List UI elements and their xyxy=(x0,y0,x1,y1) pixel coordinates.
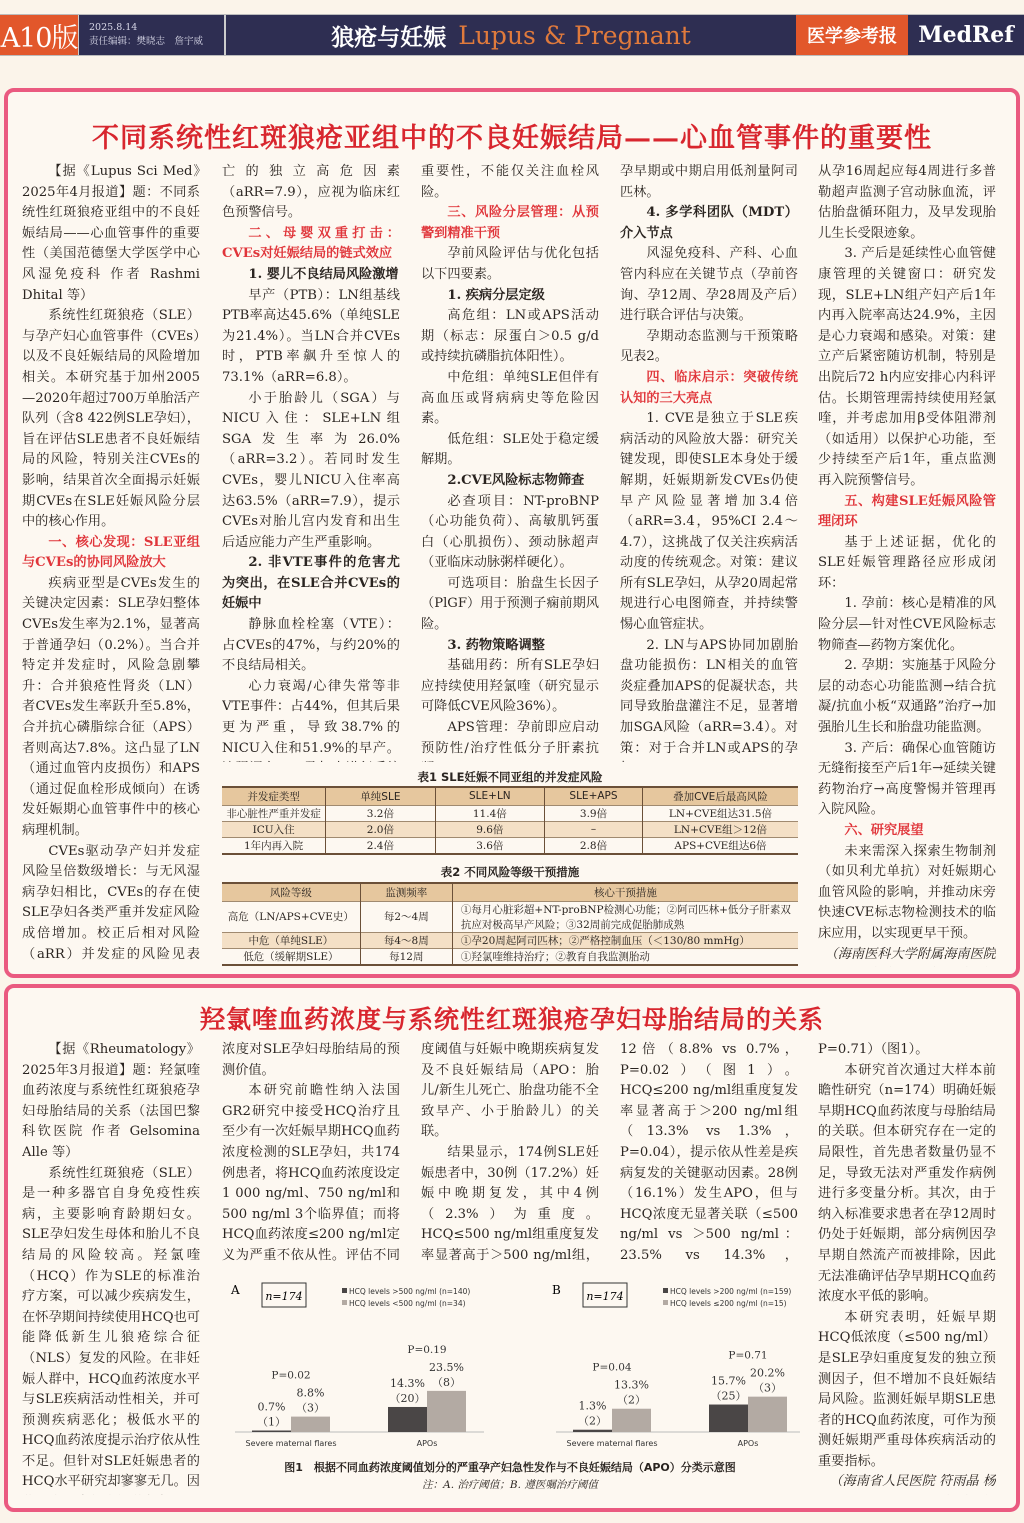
page-header xyxy=(0,14,1024,56)
bar-value-label: 14.3% xyxy=(390,1376,425,1390)
table-cell: 1年内再入院 xyxy=(222,837,326,854)
paragraph: 3. 产后：确保心血管随访无缝衔接至产后1年→延续关键药物治疗→高度警惕并管理再入院风险。 xyxy=(818,740,996,818)
table-cell: LN+CVE组达31.5倍 xyxy=(642,805,798,821)
column-header: 并发症类型 xyxy=(222,787,326,805)
table-cell: 中危（单纯SLE） xyxy=(222,932,360,948)
p-value-label: P=0.02 xyxy=(271,1369,311,1382)
paragraph: 浓度对SLE孕妇母胎结局的预测价值。 xyxy=(222,1042,400,1078)
article1-column-2 xyxy=(222,162,400,762)
category-label: Severe maternal flares xyxy=(245,1439,337,1448)
paragraph: 静脉血栓栓塞（VTE）：占CVEs的47%，与约20%的不良结局相关。 xyxy=(222,617,400,674)
paragraph: 系统性红斑狼疮（SLE）与孕产妇心血管事件（CVEs）以及不良妊娠结局的风险增加相关。本研究基于加州2005—2020年超过700万单胎活产队列（含8 422例SLE孕妇），旨在评估SLE患者不良妊娠结局的风险，特别关注CVEs的影响，结果首次全面揭示妊娠期CVEs在SLE妊娠风险分层中的核心作用。 xyxy=(22,308,200,530)
column-header: SLE+LN xyxy=(435,787,544,805)
legend-entry: HCQ levels >500 ng/ml (n=140) xyxy=(349,1287,471,1296)
column-header: 叠加CVE后最高风险 xyxy=(642,787,798,805)
paragraph: 从孕16周起应每4周进行多普勒超声监测子宫动脉血流，评估胎盘循环阻力，及早发现胎儿生长受限迹象。 xyxy=(818,164,996,241)
table-cell: 3.9倍 xyxy=(545,805,643,821)
editors: 责任编辑：樊晓志 詹宇威 xyxy=(89,36,204,47)
bar-count-label: （3） xyxy=(753,1381,782,1395)
table-cell: ICU入住 xyxy=(222,821,326,837)
paragraph: 高危组：LN或APS活动期（标志：尿蛋白＞0.5 g/d或持续抗磷脂抗体阳性）。 xyxy=(421,308,599,365)
figure-caption: 图1 根据不同血药浓度阈值划分的严重孕产妇急性发作与不良妊娠结局（APO）分类示意图 xyxy=(284,1461,736,1474)
table-1-title: 表1 SLE妊娠不同亚组的并发症风险 xyxy=(417,770,603,784)
bar-count-label: （2） xyxy=(578,1414,607,1428)
table-cell: APS+CVE组达6倍 xyxy=(642,837,798,854)
article2-column-1 xyxy=(22,1040,200,1495)
table-row xyxy=(222,821,798,837)
legend-entry: HCQ levels <500 ng/ml (n=34) xyxy=(349,1299,466,1308)
paragraph: 未来需深入探索生物制剂（如贝利尤单抗）对妊娠期心血管风险的影响，并推动床旁快速CVE标志物检测技术的临床应用，以实现更早干预。 xyxy=(818,843,996,941)
bar-value-label: 15.7% xyxy=(711,1374,746,1388)
article2-column-2 xyxy=(222,1040,400,1266)
paragraph: 本研究首次通过大样本前瞻性研究（n=174）明确妊娠早期HCQ血药浓度与母胎结局的关联。但本研究存在一定的局限性，首先患者数量仍显不足，导致无法对严重发作病例进行多变量分析。其次，由于纳入标准要求患者在孕12周时仍处于妊娠期，部分病例因孕早期自然流产而被排除，因此无法准确评估孕早期HCQ血药浓度水平低的影响。 xyxy=(818,1062,996,1305)
paragraph: 2. LN与APS协同加剧胎盘功能损伤：LN相关的血管炎症叠加APS的促凝状态，共同导致胎盘灌注不足，显著增加SGA风险（aRR=3.4）。对策：对于合并LN或APS的孕 xyxy=(620,637,798,756)
paragraph: 结果显示，174例SLE妊娠患者中，30例（17.2%）妊娠中晚期复发，其中4例（2.3%）为重度。HCQ≤500 ng/ml组重度复发率显著高于＞500 ng/ml组， xyxy=(421,1144,599,1263)
table-cell: 每2～4周 xyxy=(360,901,452,932)
bar-value-label: 20.2% xyxy=(750,1366,785,1380)
paragraph: 【据《Lupus Sci Med》2025年4月报道】题：不同系统性红斑狼疮亚组中的不良妊娠结局——心血管事件的重要性（美国范德堡大学医学中心风湿免疫科 作者 Rashmi Dhital 等） xyxy=(22,164,200,303)
table-cell: ①孕20周起阿司匹林；②严格控制血压（＜130/80 mmHg） xyxy=(452,932,798,948)
table-cell: 每4～8周 xyxy=(360,932,452,948)
bar-count-label: （8） xyxy=(432,1375,461,1389)
brand-cn: 医学参考报 xyxy=(796,15,908,55)
bar xyxy=(388,1407,427,1432)
table-cell: 3.6倍 xyxy=(435,837,544,854)
bar xyxy=(748,1397,787,1432)
bar-value-label: 1.3% xyxy=(578,1399,607,1413)
paragraph: 本研究前瞻性纳入法国GR2研究中接受HCQ治疗且至少有一次妊娠早期HCQ血药浓度检测的SLE孕妇，共174例患者，将HCQ血药浓度设定1 000 ng/ml、750 ng/ml和500 ng/ml 3个临界值；而将HCQ血药浓度≤200 ng/ml定义为严重不依从性。评估不同 xyxy=(222,1083,400,1263)
paragraph: 孕早期或中期启用低剂量阿司匹林。 xyxy=(620,164,798,200)
bar-count-label: （25） xyxy=(710,1389,747,1403)
table-cell: 2.4倍 xyxy=(326,837,435,854)
bar-value-label: 13.3% xyxy=(614,1378,649,1392)
legend-swatch xyxy=(342,1300,347,1305)
sub-heading: 1. 婴儿不良结局风险激增 xyxy=(248,266,399,282)
paragraph: 基于上述证据，优化的SLE妊娠管理路径应形成闭环： xyxy=(818,534,996,591)
column-header: 单纯SLE xyxy=(326,787,435,805)
paragraph: 度阈值与妊娠中晚期疾病复发及不良妊娠结局（APO：胎儿/新生儿死亡、胎盘功能不全致早产、小于胎龄儿）的关联。 xyxy=(421,1042,599,1140)
category-label: APOs xyxy=(416,1439,438,1448)
paragraph: 孕前风险评估与优化包括以下四要素。 xyxy=(421,246,599,282)
paragraph: 本研究表明，妊娠早期HCQ低浓度（≤500 ng/ml）是SLE孕妇重度复发的独立预测因子，但不增加不良妊娠结局风险。监测妊娠早期SLE患者的HCQ血药浓度，可作为预测妊娠期严重母体疾病活动的重要指标。 xyxy=(818,1309,996,1469)
paragraph: 亡的独立高危因素（aRR=7.9），应视为临床红色预警信号。 xyxy=(222,164,400,221)
bar xyxy=(573,1430,612,1432)
sub-heading: 3. 药物策略调整 xyxy=(447,637,545,653)
bar xyxy=(709,1405,748,1432)
edition-label: A10版 xyxy=(0,15,78,55)
article2-column-3 xyxy=(421,1040,599,1266)
section-title-cn: 狼疮与妊娠 xyxy=(331,23,447,51)
legend-swatch xyxy=(342,1288,347,1293)
legend-entry: HCQ levels ≤200 ng/ml (n=15) xyxy=(670,1299,787,1308)
paragraph: 2. 孕期：实施基于风险分层的动态心功能监测→结合抗凝/抗血小板“双通路”治疗→加强胎儿生长和胎盘功能监测。 xyxy=(818,658,996,736)
table-row xyxy=(222,805,798,821)
article-1-title: 不同系统性红斑狼疮亚组中的不良妊娠结局——心血管事件的重要性 xyxy=(92,123,932,154)
legend-entry: HCQ levels >200 ng/ml (n=159) xyxy=(670,1287,792,1296)
category-label: APOs xyxy=(737,1439,759,1448)
column-header: SLE+APS xyxy=(545,787,643,805)
paragraph: 心力衰竭/心律失常等非VTE事件：占44%，但其后果更为严重，导致38.7%的NICU入住和51.9%的早产。 xyxy=(222,678,400,756)
bar-value-label: 8.8% xyxy=(296,1386,325,1400)
p-value-label: P=0.71 xyxy=(728,1349,768,1362)
paragraph: 基础用药：所有SLE孕妇应持续使用羟氯喹（研究显示可降低CVE风险36%）。 xyxy=(421,658,599,715)
paragraph: APS管理：孕前即应启动预防性/治疗性低分子肝素抗 xyxy=(421,720,599,756)
table-row xyxy=(222,837,798,854)
article-2-title: 羟氯喹血药浓度与系统性红斑狼疮孕妇母胎结局的关系 xyxy=(199,1005,824,1034)
bar-count-label: （20） xyxy=(389,1391,426,1405)
bar xyxy=(427,1391,466,1432)
category-label: Severe maternal flares xyxy=(566,1439,658,1448)
date-editor-block xyxy=(78,15,224,55)
bar-value-label: 23.5% xyxy=(429,1360,464,1374)
legend-swatch xyxy=(663,1288,668,1293)
legend-swatch xyxy=(663,1300,668,1305)
paragraph: 可选项目：胎盘生长因子（PlGF）用于预测子痫前期风险。 xyxy=(421,575,599,633)
section-heading: 四、临床启示：突破传统认知的三大亮点 xyxy=(620,369,798,406)
paragraph: 疾病亚型是CVEs发生的关键决定因素：SLE孕妇整体CVEs发生率为2.1%，显著高于普通孕妇（0.2%）。当合并特定并发症时，风险急剧攀升：合并狼疮性肾炎（LN）者CVEs发生率跃升至5.8%，合并抗心磷脂综合征（APS）者则高达7.8%。这凸显了LN（通过血管内皮损伤）和APS（通过促血栓形成倾向）在诱发妊娠期心血管事件中的核心病理机制。 xyxy=(22,575,200,838)
table-cell: ①羟氯喹维持治疗；②教育自我监测胎动 xyxy=(452,948,798,965)
figure-1-chart xyxy=(222,1278,800,1458)
article2-column-5 xyxy=(818,1040,996,1495)
table-cell: LN+CVE组＞12倍 xyxy=(642,821,798,837)
section-heading: 一、核心发现：SLE亚组与CVEs的协同风险放大 xyxy=(22,534,200,571)
p-value-label: P=0.04 xyxy=(592,1361,632,1374)
column-header: 核心干预措施 xyxy=(452,883,798,901)
table-cell: – xyxy=(545,821,643,837)
article1-column-1 xyxy=(22,162,200,967)
article1-column-4 xyxy=(620,162,798,762)
paragraph: 必查项目：NT-proBNP（心功能负荷）、高敏肌钙蛋白（心肌损伤）、颈动脉超声（亚临床动脉粥样硬化）。 xyxy=(421,493,599,571)
sub-heading: 2.CVE风险标志物筛查 xyxy=(447,472,585,488)
table-cell: 2.0倍 xyxy=(326,821,435,837)
bar xyxy=(291,1417,330,1432)
table-cell: 低危（缓解期SLE） xyxy=(222,948,360,965)
table-row xyxy=(222,932,798,948)
table-cell: 3.2倍 xyxy=(326,805,435,821)
section-title xyxy=(224,15,796,55)
paragraph: P=0.71）（图1）。 xyxy=(818,1042,929,1057)
table-row xyxy=(222,948,798,965)
sub-heading: 2. 非VTE事件的危害尤为突出，在SLE合并CVEs的妊娠中 xyxy=(222,555,400,612)
bar-count-label: （2） xyxy=(617,1393,646,1407)
paragraph: 中危组：单纯SLE但伴有高血压或肾病病史等危险因素。 xyxy=(421,369,599,427)
sub-heading: 4. 多学科团队（MDT）介入节点 xyxy=(620,205,798,241)
column-header: 监测频率 xyxy=(360,883,452,901)
p-value-label: P=0.19 xyxy=(407,1343,447,1356)
table-2 xyxy=(222,882,798,966)
panel-label: B xyxy=(552,1283,561,1297)
paragraph: 【据《Rheumatology》2025年3月报道】题：羟氯喹血药浓度与系统性红斑狼疮孕妇母胎结局的关系（法国巴黎科钦医院 作者 Gelsomina Alle 等） xyxy=(22,1042,200,1160)
bar xyxy=(252,1431,291,1433)
paragraph: 孕期动态监测与干预策略见表2。 xyxy=(620,328,798,365)
author-credit: （海南省人民医院 符雨晶 杨 xyxy=(829,1474,996,1490)
table-cell: 9.6倍 xyxy=(435,821,544,837)
n-label: n=174 xyxy=(586,1290,624,1303)
table-cell: 高危（LN/APS+CVE史） xyxy=(222,901,360,932)
sub-heading: 1. 疾病分层定级 xyxy=(447,287,545,303)
bar-value-label: 0.7% xyxy=(257,1400,286,1414)
paragraph: 小于胎龄儿（SGA）与NICU入住：SLE+LN组SGA发生率为26.0%（aRR=3.2）。若同时发生CVEs，婴儿NICU入住率高达63.5%（aRR=7.9），提示CVEs对胎儿宫内发育和出生后适应能力产生严重影响。 xyxy=(222,390,400,550)
author-credit: （海南医科大学附属海南医院 xyxy=(824,946,996,962)
bar-count-label: （1） xyxy=(257,1415,286,1429)
section-heading: 二、母婴双重打击：CVEs对妊娠结局的链式效应 xyxy=(222,225,400,262)
paragraph: 1. CVE是独立于SLE疾病活动的风险放大器：研究关键发现，即使SLE本身处于缓解期，妊娠期新发CVEs仍使早产风险显著增加3.4倍（aRR=3.4，95%CI 2.4～4.7），这挑战了仅关注疾病活动度的传统观念。对策：建议所有SLE孕妇，从孕20周起常规进行心电图筛查，并持续警惕心血管症状。 xyxy=(620,411,798,633)
paragraph: CVEs驱动孕产妇并发症风险呈倍数级增长：与无风湿病孕妇相比，CVEs的存在使SLE孕妇各类严重并发症风险成倍增加。校正后相对风险（aRR）并发症的风险见表 xyxy=(22,843,200,962)
article1-column-3 xyxy=(421,162,599,762)
column-header: 风险等级 xyxy=(222,883,360,901)
article2-column-4 xyxy=(620,1040,798,1266)
table-1 xyxy=(222,786,798,855)
section-heading: 六、研究展望 xyxy=(844,823,924,838)
paragraph: 低危组：SLE处于稳定缓解期。 xyxy=(421,431,599,468)
table-cell: ①每月心脏彩超+NT-proBNP检测心功能；②阿司匹林+低分子肝素双抗应对极高早产风险；③32周前完成促胎肺成熟 xyxy=(452,901,798,932)
brand-en: MedRef xyxy=(908,15,1024,55)
section-heading: 三、风险分层管理：从预警到精准干预 xyxy=(421,205,599,241)
issue-date: 2025.8.14 xyxy=(89,22,138,33)
table-cell: 2.8倍 xyxy=(545,837,643,854)
paragraph: 12倍（8.8% vs 0.7%，P=0.02）（图1）。HCQ≤200 ng/ml组重度复发率显著高于＞200 ng/ml组（13.3% vs 1.3%，P=0.04），提示依从性差是疾病复发的关键驱动因素。28例（16.1%）发生APO，但与HCQ浓度无显著关联（≤500 ng/ml vs ＞500 ng/ml：23.5% vs 14.3%， xyxy=(620,1042,798,1263)
bar xyxy=(612,1409,651,1432)
table-cell: 非心脏性严重并发症 xyxy=(222,805,326,821)
panel-label: A xyxy=(231,1283,240,1297)
table-2-title: 表2 不同风险等级干预措施 xyxy=(440,865,580,879)
paragraph: 1. 孕前：核心是精准的风险分层—针对性CVE风险标志物筛查—药物方案优化。 xyxy=(818,596,996,653)
paragraph: 早产（PTB）：LN组基线PTB率高达45.6%（单纯SLE为21.4%）。当LN合并CVEs时，PTB率飙升至惊人的73.1%（aRR=6.8）。 xyxy=(222,287,400,385)
figure-note: 注：A. 治疗阈值；B. 遵医嘱治疗阈值 xyxy=(422,1479,598,1491)
table-cell: 11.4倍 xyxy=(435,805,544,821)
section-heading: 五、构建SLE妊娠风险管理闭环 xyxy=(818,493,996,530)
paragraph: 重要性，不能仅关注血栓风险。 xyxy=(421,164,599,200)
paragraph: 系统性红斑狼疮（SLE）是一种多器官自身免疫性疾病，主要影响育龄期妇女。SLE孕妇发生母体和胎儿不良结局的风险较高。羟氯喹（HCQ）作为SLE的标准治疗方案，可以减少疾病发生，在怀孕期间持续使用HCQ也可能降低新生儿狼疮综合征（NLS）复发的风险。在非妊娠人群中，HCQ血药浓度水平与SLE疾病活动性相关，并可预测疾病恶化；极低水平的HCQ血药浓度提示治疗依从性不足。但针对SLE妊娠患者的HCQ水平研究却寥寥无几。因 xyxy=(22,1165,200,1490)
table-cell: 每12周 xyxy=(360,948,452,965)
bar-count-label: （3） xyxy=(296,1401,325,1415)
n-label: n=174 xyxy=(265,1290,303,1303)
paragraph: 3. 产后是延续性心血管健康管理的关键窗口：研究发现，SLE+LN组产妇产后1年内再入院率高达24.9%，主因是心力衰竭和感染。对策：建立产后紧密随访机制，特别是出院后72 h内应安排心内科评估。长期管理需持续使用羟氯喹，并考虑加用β受体阻滞剂（如适用）以保护心功能，至少持续至产后1年，重点监测再入院预警信号。 xyxy=(818,246,996,488)
article1-column-5 xyxy=(818,162,996,967)
section-title-en: Lupus & Pregnant xyxy=(458,20,691,50)
paragraph: 风湿免疫科、产科、心血管内科应在关键节点（孕前咨询、孕12周、孕28周及产后）进行联合评估与决策。 xyxy=(620,246,798,324)
table-row xyxy=(222,901,798,932)
